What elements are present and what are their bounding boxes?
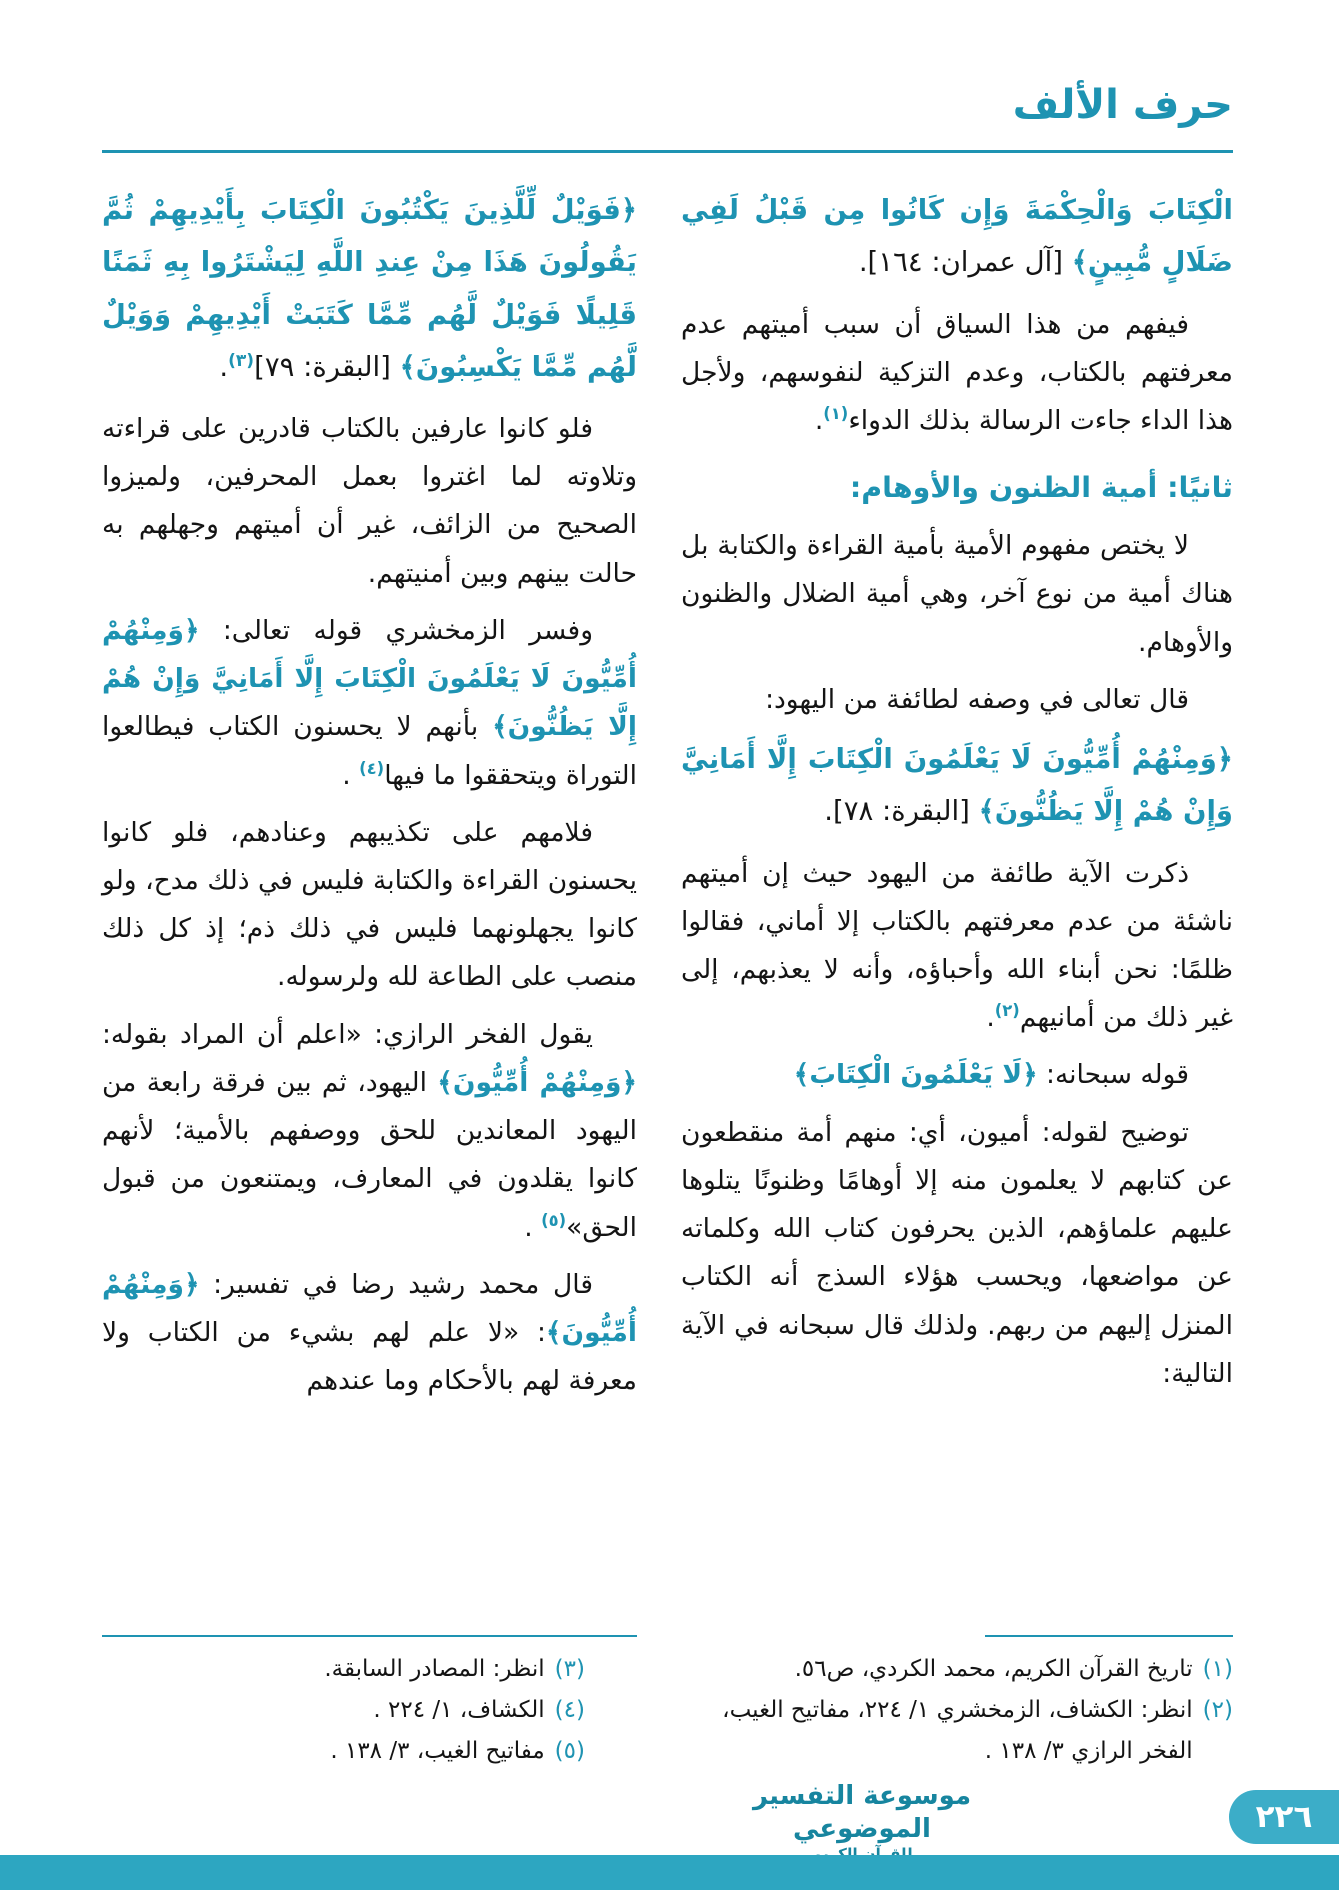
column-right: [681, 184, 1233, 1772]
footnote-number: (٣): [554, 1656, 585, 1683]
quran-text: ﴿وَمِنْهُمْ أُمِّيُّونَ لَا يَعْلَمُونَ الْكِتَابَ إِلَّا أَمَانِيَّ وَإِنْ هُمْ إِلَّا يَظُنُّونَ﴾: [102, 614, 638, 743]
footnote-number: (٤): [554, 1697, 585, 1724]
footnote-text: انظر: المصادر السابقة.: [324, 1656, 545, 1683]
footnote-divider: [102, 1635, 637, 1638]
paragraph: [681, 301, 1233, 446]
body-text: بأنهم لا يحسنون الكتاب فيطالعوا التوراة ويتحققوا ما فيها: [102, 711, 637, 791]
quran-verse: [681, 733, 1233, 838]
footnote-text: تاريخ القرآن الكريم، محمد الكردي، ص٥٦.: [794, 1656, 1193, 1683]
footnote-number: (٥): [554, 1738, 585, 1765]
footnotes-right: [681, 1625, 1233, 1772]
footnote-marker: (٥): [541, 1210, 567, 1230]
body-text: يقول الفخر الرازي: «اعلم أن المراد بقوله:: [102, 1018, 593, 1050]
body-text: لا يختص مفهوم الأمية بأمية القراءة والكتابة بل هناك أمية من نوع آخر، وهي أمية الضلال والظنون والأوهام.: [681, 530, 1233, 658]
column-right-body: [681, 184, 1233, 1407]
two-column-text: [102, 184, 1233, 1772]
body-text: .: [219, 350, 229, 383]
quran-text: ﴿لَا يَعْلَمُونَ الْكِتَابَ﴾: [793, 1059, 1038, 1091]
body-text: فلامهم على تكذيبهم وعنادهم، فلو كانوا يحسنون القراءة والكتابة فليس في ذلك مدح، ولو كانوا يجهلونهما فليس في ذلك ذم؛ إذ كل ذلك منصب على الطاعة لله ولرسوله.: [102, 816, 637, 993]
footnote-list: [102, 1649, 637, 1772]
body-text: .: [524, 1211, 542, 1243]
footnote-number: (٢): [1202, 1697, 1233, 1724]
paragraph: [102, 1011, 637, 1252]
body-text: وفسر الزمخشري قوله تعالى:: [199, 614, 593, 646]
paragraph: [102, 405, 637, 598]
quran-text: ﴿فَوَيْلٌ لِّلَّذِينَ يَكْتُبُونَ الْكِتَابَ بِأَيْدِيهِمْ ثُمَّ يَقُولُونَ هَذَا مِنْ عِندِ اللَّهِ لِيَشْتَرُوا بِهِ ثَمَنًا قَلِيلًا فَوَيْلٌ لَّهُم مِّمَّا كَتَبَتْ أَيْدِيهِمْ وَوَيْلٌ لَّهُم مِّمَّا يَكْسِبُونَ﴾: [102, 194, 637, 383]
body-text: قوله سبحانه:: [1037, 1059, 1189, 1091]
section-letter-title: حرف الألف: [1012, 82, 1233, 128]
footer-bar: [0, 1855, 1339, 1890]
footnotes-left: [102, 1625, 637, 1772]
footnote-divider: [985, 1635, 1233, 1638]
footnote-text: انظر: الكشاف، الزمخشري ١/ ٢٢٤، مفاتيح الغيب، الفخر الرازي ٣/ ١٣٨ .: [722, 1697, 1193, 1765]
quran-verse: [102, 184, 637, 393]
footnote-marker: (٤): [359, 758, 385, 778]
section-heading: ثانيًا: أمية الظنون والأوهام:: [849, 471, 1233, 505]
paragraph: [681, 676, 1233, 724]
paragraph: [102, 809, 637, 1002]
verse-reference: [البقرة: ٧٨].: [824, 795, 979, 828]
paragraph: [102, 607, 637, 800]
footnote-text: مفاتيح الغيب، ٣/ ١٣٨ .: [330, 1738, 545, 1765]
column-left-body: [102, 184, 637, 1414]
body-text: .: [986, 1002, 995, 1034]
logo-title: موسوعة التفسير الموضوعي: [752, 1781, 972, 1844]
quran-text: ﴿وَمِنْهُمْ أُمِّيُّونَ﴾: [437, 1066, 637, 1098]
body-text: قال محمد رشيد رضا في تفسير:: [199, 1268, 593, 1300]
footnote-text: الكشاف، ١/ ٢٢٤ .: [373, 1697, 545, 1724]
body-text: .: [342, 759, 360, 791]
footnote: [102, 1731, 585, 1772]
body-text: توضيح لقوله: أميون، أي: منهم أمة منقطعون عن كتابهم لا يعلمون منه إلا أوهامًا وظنونًا يتلوها عليهم علماؤهم، الذين يحرفون كتاب الله وكلماته عن مواضعها، ويحسب هؤلاء السذج أنه الكتاب المنزل إليهم من ربهم. ولذلك قال سبحانه في الآية التالية:: [681, 1116, 1233, 1389]
paragraph: [681, 522, 1233, 667]
paragraph: [102, 1261, 637, 1406]
footnote-number: (١): [1202, 1656, 1233, 1683]
verse-reference: [آل عمران: ١٦٤].: [858, 246, 1072, 279]
body-text: اليهود، ثم بين فرقة رابعة من اليهود المعاندين للحق ووصفهم بالأمية؛ لأنهم كانوا يقلدون في المعارف، ويمتنعون من قبول الحق»: [102, 1066, 637, 1243]
header-rule: [102, 150, 1233, 153]
footnote: [681, 1690, 1233, 1772]
body-text: قال تعالى في وصفه لطائفة من اليهود:: [765, 683, 1189, 715]
paragraph: [681, 850, 1233, 1043]
footnote: [102, 1690, 585, 1731]
quran-text: ﴿وَمِنْهُمْ أُمِّيُّونَ لَا يَعْلَمُونَ الْكِتَابَ إِلَّا أَمَانِيَّ وَإِنْ هُمْ إِلَّا يَظُنُّونَ﴾: [681, 743, 1233, 828]
paragraph: [681, 1109, 1233, 1398]
body-text: فيفهم من هذا السياق أن سبب أميتهم عدم معرفتهم بالكتاب، وعدم التزكية لنفوسهم، ولأجل هذا الداء جاءت الرسالة بذلك الدواء: [681, 308, 1233, 436]
paragraph: [681, 1051, 1233, 1099]
footnote-list: [681, 1649, 1233, 1772]
body-text: ذكرت الآية طائفة من اليهود حيث إن أميتهم ناشئة من عدم معرفتهم بالكتاب إلا أماني، فقالوا ظلمًا: نحن أبناء الله وأحباؤه، وأنه لا يعذبهم، إلى غير ذلك من أمانيهم: [681, 857, 1233, 1034]
body-text: .: [814, 404, 824, 436]
publisher-logo: [737, 1780, 987, 1864]
footnote: [102, 1649, 585, 1690]
quran-text: الْكِتَابَ وَالْحِكْمَةَ وَإِن كَانُوا مِن قَبْلُ لَفِي ضَلَالٍ مُّبِينٍ﴾: [681, 194, 1233, 279]
quran-verse: [681, 184, 1233, 289]
footnote-marker: (٣): [228, 350, 255, 371]
footnote-marker: (٢): [994, 1001, 1020, 1021]
column-left: [102, 184, 637, 1772]
footnote-marker: (١): [823, 404, 849, 424]
body-text: فلو كانوا عارفين بالكتاب قادرين على قراءته وتلاوته لما اغتروا بعمل المحرفين، ولميزوا الصحيح من الزائف، غير أن أميتهم وجهلهم به حالت بينهم وبين أمنيتهم.: [102, 413, 637, 589]
verse-reference: [البقرة: ٧٩]: [254, 350, 400, 383]
footnote: [681, 1649, 1233, 1690]
body-text: : «لا علم لهم بشيء من الكتاب ولا معرفة لهم بالأحكام وما عندهم: [102, 1316, 637, 1397]
quran-text: ﴿وَمِنْهُمْ أُمِّيُّونَ﴾: [102, 1268, 637, 1348]
page-number-badge: ٢٢٦: [1229, 1790, 1339, 1844]
